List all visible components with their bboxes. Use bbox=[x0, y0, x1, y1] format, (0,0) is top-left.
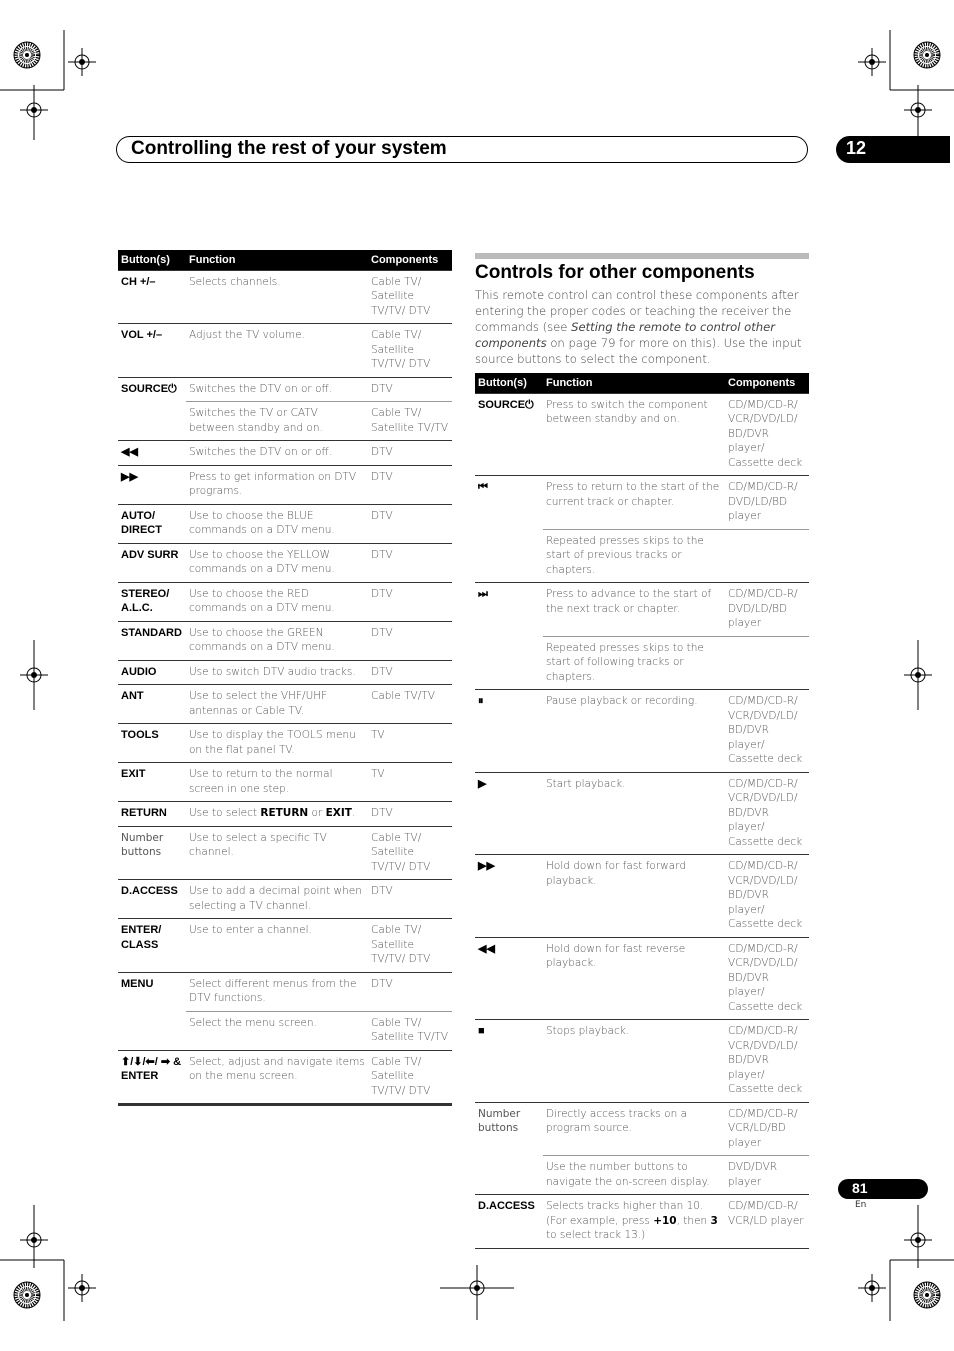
table-header-row bbox=[475, 373, 809, 393]
button-name-cell: ⏸ bbox=[475, 690, 543, 773]
components-cell: DTV bbox=[368, 582, 452, 621]
table-row bbox=[475, 690, 809, 773]
table-row bbox=[118, 972, 452, 1011]
intro-text-end: on page 79 for more on this). Use the input source buttons to select the component. bbox=[475, 336, 802, 366]
function-text: . bbox=[351, 807, 356, 819]
button-name-cell: Number buttons bbox=[475, 1102, 543, 1195]
section-rule bbox=[475, 253, 809, 259]
function-cell: Use to choose the GREEN commands on a DTV menu. bbox=[186, 621, 368, 660]
button-reference: +10 bbox=[653, 1214, 677, 1227]
function-cell: Press to advance to the start of the next track or chapter. bbox=[543, 583, 725, 637]
function-cell: Pause playback or recording. bbox=[543, 690, 725, 773]
function-cell: Start playback. bbox=[543, 772, 725, 855]
button-name-cell: AUDIO bbox=[118, 660, 186, 685]
function-cell: Select the menu screen. bbox=[186, 1011, 368, 1050]
button-name-cell: ■ bbox=[475, 1020, 543, 1103]
table-header-row bbox=[118, 250, 452, 270]
section-title: Controls for other components bbox=[475, 262, 755, 283]
components-cell: Cable TV/ Satellite TV/TV/ DTV bbox=[368, 919, 452, 973]
function-cell: Press to return to the start of the current track or chapter. bbox=[543, 476, 725, 530]
components-cell: DTV bbox=[368, 621, 452, 660]
function-cell: Switches the DTV on or off. bbox=[186, 377, 368, 402]
button-name-cell: VOL +/– bbox=[118, 324, 186, 378]
table-row bbox=[118, 919, 452, 973]
button-name-cell: CH +/– bbox=[118, 270, 186, 324]
function-cell: Stops playback. bbox=[543, 1020, 725, 1103]
function-cell: Select different menus from the DTV functions. bbox=[186, 972, 368, 1011]
table-row bbox=[118, 685, 452, 724]
function-text: Use to select bbox=[189, 807, 261, 819]
function-cell: Use to enter a channel. bbox=[186, 919, 368, 973]
function-cell: Repeated presses skips to the start of previous tracks or chapters. bbox=[543, 529, 725, 583]
button-name-cell: ADV SURR bbox=[118, 543, 186, 582]
function-cell: Use to return to the normal screen in one step. bbox=[186, 763, 368, 802]
function-cell: Press to get information on DTV programs. bbox=[186, 465, 368, 504]
table-row bbox=[118, 724, 452, 763]
table-row bbox=[118, 582, 452, 621]
components-cell: CD/MD/CD-R/ VCR/DVD/LD/ BD/DVR player/ Cassette deck bbox=[725, 1020, 809, 1103]
components-cell: DTV bbox=[368, 660, 452, 685]
button-name-cell: SOURCE⏻ bbox=[118, 377, 186, 441]
table-row bbox=[118, 826, 452, 880]
button-reference: 3 bbox=[710, 1214, 718, 1227]
chapter-title: Controlling the rest of your system bbox=[131, 138, 447, 159]
button-name-cell: STANDARD bbox=[118, 621, 186, 660]
button-name-cell: ◀◀ bbox=[475, 937, 543, 1020]
table-row bbox=[475, 1102, 809, 1156]
components-cell: Cable TV/ Satellite TV/TV bbox=[368, 1011, 452, 1050]
section-intro bbox=[475, 287, 811, 367]
table-row bbox=[118, 465, 452, 504]
function-cell bbox=[543, 1195, 725, 1249]
components-cell: DTV bbox=[368, 504, 452, 543]
components-cell: Cable TV/ Satellite TV/TV/ DTV bbox=[368, 1050, 452, 1105]
function-cell: Use the number buttons to navigate the on-screen display. bbox=[543, 1156, 725, 1195]
button-name-cell: STEREO/ A.L.C. bbox=[118, 582, 186, 621]
component-controls-table bbox=[475, 373, 809, 1249]
button-reference: RETURN bbox=[260, 807, 309, 819]
function-cell: Selects channels. bbox=[186, 270, 368, 324]
table-row bbox=[475, 476, 809, 530]
function-text: , then bbox=[676, 1214, 711, 1227]
column-header-components: Components bbox=[368, 250, 452, 270]
components-cell: CD/MD/CD-R/ VCR/DVD/LD/ BD/DVR player/ Cassette deck bbox=[725, 690, 809, 773]
function-cell: Use to display the TOOLS menu on the flat panel TV. bbox=[186, 724, 368, 763]
function-cell: Directly access tracks on a program source. bbox=[543, 1102, 725, 1156]
components-cell: CD/MD/CD-R/ VCR/DVD/LD/ BD/DVR player/ Cassette deck bbox=[725, 772, 809, 855]
function-cell: Use to add a decimal point when selecting a TV channel. bbox=[186, 880, 368, 919]
function-cell: Use to choose the BLUE commands on a DTV menu. bbox=[186, 504, 368, 543]
table-row bbox=[475, 855, 809, 938]
column-header-buttons: Button(s) bbox=[118, 250, 186, 270]
button-name-cell: ANT bbox=[118, 685, 186, 724]
components-cell: CD/MD/CD-R/ VCR/DVD/LD/ BD/DVR player/ Cassette deck bbox=[725, 393, 809, 476]
button-name-cell: EXIT bbox=[118, 763, 186, 802]
function-cell bbox=[186, 802, 368, 827]
components-cell bbox=[725, 636, 809, 690]
components-cell: CD/MD/CD-R/ DVD/LD/BD player bbox=[725, 476, 809, 530]
function-cell: Use to choose the YELLOW commands on a DTV menu. bbox=[186, 543, 368, 582]
components-cell: Cable TV/ Satellite TV/TV/ DTV bbox=[368, 826, 452, 880]
table-row bbox=[118, 621, 452, 660]
components-cell: DTV bbox=[368, 377, 452, 402]
components-cell bbox=[725, 529, 809, 583]
table-row bbox=[118, 802, 452, 827]
button-name-cell: ▶▶ bbox=[475, 855, 543, 938]
function-cell: Repeated presses skips to the start of following tracks or chapters. bbox=[543, 636, 725, 690]
table-row bbox=[118, 763, 452, 802]
components-cell: DTV bbox=[368, 465, 452, 504]
function-cell: Hold down for fast reverse playback. bbox=[543, 937, 725, 1020]
button-name-cell: D.ACCESS bbox=[118, 880, 186, 919]
function-cell: Select, adjust and navigate items on the menu screen. bbox=[186, 1050, 368, 1105]
column-header-function: Function bbox=[543, 373, 725, 393]
components-cell: Cable TV/ Satellite TV/TV/ DTV bbox=[368, 324, 452, 378]
column-header-function: Function bbox=[186, 250, 368, 270]
button-name-cell: Number buttons bbox=[118, 826, 186, 880]
components-cell: DTV bbox=[368, 441, 452, 466]
components-cell: TV bbox=[368, 724, 452, 763]
button-name-cell: ⏮ bbox=[475, 476, 543, 583]
components-cell: TV bbox=[368, 763, 452, 802]
function-cell: Press to switch the component between standby and on. bbox=[543, 393, 725, 476]
button-name-cell: ◀◀ bbox=[118, 441, 186, 466]
button-reference: EXIT bbox=[325, 807, 352, 819]
components-cell: Cable TV/ Satellite TV/TV/ DTV bbox=[368, 270, 452, 324]
components-cell: CD/MD/CD-R/ VCR/LD/BD player bbox=[725, 1102, 809, 1156]
button-name-cell: SOURCE⏻ bbox=[475, 393, 543, 476]
table-row bbox=[475, 1020, 809, 1103]
function-text: to select track 13.) bbox=[546, 1229, 646, 1241]
tv-controls-table bbox=[118, 250, 452, 1106]
table-row bbox=[118, 660, 452, 685]
table-row bbox=[118, 543, 452, 582]
button-name-cell: MENU bbox=[118, 972, 186, 1050]
table-row bbox=[118, 880, 452, 919]
button-name-cell: ▶▶ bbox=[118, 465, 186, 504]
cross-reference-link: Setting the remote to control other components bbox=[475, 320, 776, 350]
table-row bbox=[475, 772, 809, 855]
components-cell: CD/MD/CD-R/ VCR/DVD/LD/ BD/DVR player/ Cassette deck bbox=[725, 855, 809, 938]
chapter-number: 12 bbox=[836, 136, 950, 163]
function-text: or bbox=[308, 807, 326, 819]
button-name-cell: ▶ bbox=[475, 772, 543, 855]
function-text: Selects tracks higher than 10. (For example, press bbox=[546, 1200, 704, 1227]
function-cell: Use to choose the RED commands on a DTV menu. bbox=[186, 582, 368, 621]
table-row bbox=[475, 583, 809, 637]
components-cell: DTV bbox=[368, 543, 452, 582]
function-cell: Adjust the TV volume. bbox=[186, 324, 368, 378]
components-cell: DTV bbox=[368, 802, 452, 827]
table-row bbox=[118, 441, 452, 466]
table-row bbox=[475, 393, 809, 476]
button-name-cell: ⬆/⬇/⬅/ ➡ & ENTER bbox=[118, 1050, 186, 1105]
intro-text: This remote control can control these components after entering the proper codes or teaching the receiver the commands (see bbox=[475, 288, 799, 334]
components-cell: Cable TV/ Satellite TV/TV bbox=[368, 402, 452, 441]
column-header-components: Components bbox=[725, 373, 809, 393]
button-name-cell: D.ACCESS bbox=[475, 1195, 543, 1249]
table-row bbox=[118, 270, 452, 324]
button-name-cell: ENTER/ CLASS bbox=[118, 919, 186, 973]
table-row bbox=[475, 937, 809, 1020]
function-cell: Use to switch DTV audio tracks. bbox=[186, 660, 368, 685]
components-cell: Cable TV/TV bbox=[368, 685, 452, 724]
table-row bbox=[118, 504, 452, 543]
components-cell: CD/MD/CD-R/ DVD/LD/BD player bbox=[725, 583, 809, 637]
button-name-cell: ⏭ bbox=[475, 583, 543, 690]
components-cell: CD/MD/CD-R/ VCR/DVD/LD/ BD/DVR player/ Cassette deck bbox=[725, 937, 809, 1020]
button-name-cell: TOOLS bbox=[118, 724, 186, 763]
page-language: En bbox=[855, 1200, 867, 1210]
components-cell: DVD/DVR player bbox=[725, 1156, 809, 1195]
components-cell: DTV bbox=[368, 972, 452, 1011]
table-row bbox=[475, 1195, 809, 1249]
button-name-cell: AUTO/ DIRECT bbox=[118, 504, 186, 543]
function-cell: Use to select the VHF/UHF antennas or Cable TV. bbox=[186, 685, 368, 724]
function-cell: Hold down for fast forward playback. bbox=[543, 855, 725, 938]
components-cell: DTV bbox=[368, 880, 452, 919]
function-cell: Switches the TV or CATV between standby and on. bbox=[186, 402, 368, 441]
button-name-cell: RETURN bbox=[118, 802, 186, 827]
components-cell: CD/MD/CD-R/ VCR/LD player bbox=[725, 1195, 809, 1249]
column-header-buttons: Button(s) bbox=[475, 373, 543, 393]
table-row bbox=[118, 324, 452, 378]
chapter-header bbox=[116, 136, 808, 163]
function-cell: Use to select a specific TV channel. bbox=[186, 826, 368, 880]
function-cell: Switches the DTV on or off. bbox=[186, 441, 368, 466]
page-number: 81 bbox=[838, 1179, 928, 1199]
table-row bbox=[118, 1050, 452, 1105]
table-row bbox=[118, 377, 452, 402]
